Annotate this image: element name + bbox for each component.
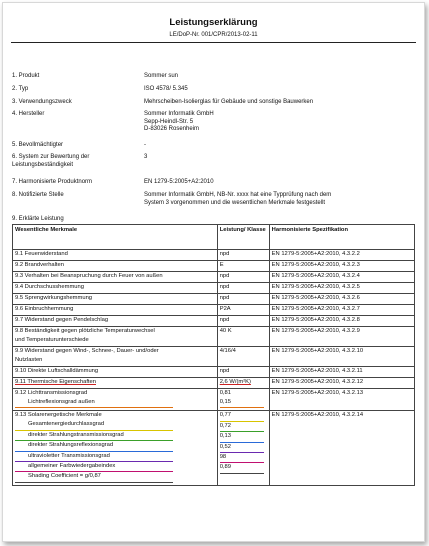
leistung-value: npd: [219, 251, 230, 257]
header-spezifikation: Harmonisierte Spezifikation: [269, 225, 414, 250]
system-label-line: Leistungsbeständigkeit: [12, 161, 74, 168]
table-row: [13, 389, 415, 411]
cell-merkmal: [13, 316, 218, 327]
notifizierte-line: Sommer Informatik GmbH, NB-Nr. xxxx hat eine Typprüfung nach dem: [144, 192, 332, 198]
cell-spezifikation: EN 1279-5:2005+A2:2010, 4.3.2.13: [269, 389, 414, 411]
merkmal-text: 9.3 Verhalten bei Beanspruchung durch Feuer von außen: [15, 273, 163, 279]
cell-merkmal: [13, 294, 218, 305]
cell-spezifikation: EN 1279-5:2005+A2:2010, 4.3.2.6: [269, 294, 414, 305]
sub-leistung: 0,52: [220, 443, 264, 453]
sub-merkmal: direkter Strahlungsreflexionsgrad: [15, 441, 173, 451]
merkmal-line: und Temperaturunterschiede: [15, 336, 89, 343]
merkmal-text: 9.10 Direkte Luftschalldämmung: [15, 368, 99, 374]
cell-leistung: [217, 378, 269, 389]
merkmal-line: 9.8 Beständigkeit gegen plötzliche Temperaturwechsel: [15, 328, 155, 334]
leistung-value: npd: [219, 273, 230, 279]
merkmal-line: Nutzlasten: [15, 356, 43, 363]
leistung-value: E: [219, 262, 224, 268]
table-row: [13, 316, 415, 327]
field-produktnorm-value: EN 1279-5:2005+A2:2010: [144, 179, 214, 185]
cell-leistung: [217, 327, 269, 347]
cell-leistung: [217, 389, 269, 411]
merkmal-text: 9.11 Thermische Eigenschaften: [15, 379, 96, 385]
sub-leistung: 0,72: [220, 422, 264, 432]
field-produktnorm-label: 7. Harmonisierte Produktnorm: [12, 179, 93, 185]
table-header-row: [13, 225, 415, 250]
document-page: [2, 2, 425, 542]
sub-leistung: 0,15: [220, 398, 264, 408]
merkmal-text: 9.2 Brandverhalten: [15, 262, 64, 268]
sub-merkmal: Shading Coefficient = g/0,87: [15, 472, 173, 482]
table-row: [13, 250, 415, 261]
cell-merkmal: [13, 305, 218, 316]
field-produkt-value: Sommer sun: [144, 73, 179, 79]
sub-leistung: 0,89: [220, 463, 264, 473]
table-row: [13, 378, 415, 389]
cell-merkmal: [13, 347, 218, 367]
cell-merkmal: [13, 283, 218, 294]
cell-merkmal: [13, 261, 218, 272]
cell-spezifikation: EN 1279-5:2005+A2:2010, 4.3.2.11: [269, 367, 414, 378]
leistung-value: 2,6 W/(m²K): [219, 379, 251, 385]
field-notifizierte-label: 8. Notifizierte Stelle: [12, 192, 64, 198]
cell-leistung: [217, 283, 269, 294]
sub-leistung: 0,13: [220, 432, 264, 442]
cell-leistung: [217, 367, 269, 378]
cell-leistung: [217, 294, 269, 305]
table-row: [13, 294, 415, 305]
sub-merkmal: allgemeiner Farbwiedergabeindex: [15, 462, 173, 472]
hersteller-line: D-83026 Rosenheim: [144, 126, 200, 132]
header-merkmale: Wesentliche Merkmale: [13, 225, 218, 250]
leistung-value: npd: [219, 284, 230, 290]
sub-merkmal: Gesamtenergiedurchlassgrad: [15, 420, 173, 430]
header-divider: [11, 42, 416, 43]
cell-spezifikation: EN 1279-5:2005+A2:2010, 4.3.2.8: [269, 316, 414, 327]
leistung-value: 0,81: [219, 390, 231, 396]
cell-merkmal: [13, 411, 218, 485]
cell-spezifikation: EN 1279-5:2005+A2:2010, 4.3.2.7: [269, 305, 414, 316]
header-leistung: Leistung/ Klasse: [217, 225, 269, 250]
field-system-value: 3: [144, 154, 148, 160]
field-produkt-label: 1. Produkt: [12, 73, 40, 79]
field-verwendung-value: Mehrscheiben-Isolierglas für Gebäude und sonstige Bauwerken: [144, 99, 314, 105]
cell-spezifikation: EN 1279-5:2005+A2:2010, 4.3.2.3: [269, 261, 414, 272]
table-row: [13, 305, 415, 316]
field-hersteller-label: 4. Hersteller: [12, 111, 45, 117]
cell-merkmal: [13, 389, 218, 411]
leistung-value: P2A: [219, 306, 231, 312]
cell-leistung: [217, 250, 269, 261]
sub-leistung: 98: [220, 453, 264, 463]
cell-leistung: [217, 411, 269, 485]
document-title: Leistungserklärung: [169, 17, 258, 28]
hersteller-line: Sommer Informatik GmbH: [144, 111, 214, 117]
merkmal-text: 9.12 Lichttransmissionsgrad: [15, 390, 88, 396]
table-row: [13, 327, 415, 347]
leistung-value: 4/16/4: [219, 348, 236, 354]
sub-merkmal: ultravioletter Transmissionsgrad: [15, 452, 173, 462]
field-notifizierte-value: [144, 192, 414, 207]
table-row: [13, 272, 415, 283]
table-row: [13, 347, 415, 367]
field-bevollmaechtigter-label: 5. Bevollmächtigter: [12, 142, 64, 148]
section-erklaerte-leistung: 9. Erklärte Leistung: [12, 216, 64, 222]
cell-merkmal: [13, 250, 218, 261]
cell-spezifikation: EN 1279-5:2005+A2:2010, 4.3.2.5: [269, 283, 414, 294]
table-row: [13, 367, 415, 378]
system-label-line: 6. System zur Bewertung der: [12, 154, 90, 160]
merkmal-text: 9.6 Einbruchhemmung: [15, 306, 74, 312]
cell-merkmal: [13, 378, 218, 389]
leistung-value: npd: [219, 295, 230, 301]
cell-merkmal: [13, 327, 218, 347]
cell-spezifikation: EN 1279-5:2005+A2:2010, 4.3.2.9: [269, 327, 414, 347]
cell-spezifikation: EN 1279-5:2005+A2:2010, 4.3.2.14: [269, 411, 414, 485]
field-hersteller-value: [144, 111, 414, 134]
field-bevollmaechtigter-value: -: [144, 142, 146, 148]
merkmal-text: 9.1 Feuerwiderstand: [15, 251, 68, 257]
hersteller-line: Sepp-Heindl-Str. 5: [144, 118, 194, 125]
merkmal-text: 9.13 Solarenergetische Merkmale: [15, 412, 102, 419]
sub-merkmal: Lichtreflexionsgrad außen: [15, 398, 173, 408]
cell-spezifikation: EN 1279-5:2005+A2:2010, 4.3.2.12: [269, 378, 414, 389]
cell-merkmal: [13, 272, 218, 283]
cell-leistung: [217, 272, 269, 283]
cell-spezifikation: EN 1279-5:2005+A2:2010, 4.3.2.10: [269, 347, 414, 367]
field-system-label: [12, 154, 140, 169]
notifizierte-line: System 3 vorgenommen und die wesentlichen Merkmale festgestellt: [144, 199, 326, 206]
cell-leistung: [217, 261, 269, 272]
sub-merkmal: direkter Strahlungstransmissionsgrad: [15, 431, 173, 441]
performance-table: [12, 224, 415, 486]
table-row: [13, 283, 415, 294]
cell-leistung: [217, 316, 269, 327]
merkmal-text: 9.7 Widerstand gegen Pendelschlag: [15, 317, 109, 323]
field-typ-value: ISO 4578/ 5.345: [144, 86, 188, 92]
merkmal-text: 9.5 Sprengwirkungshemmung: [15, 295, 93, 301]
leistung-value: npd: [219, 317, 230, 323]
sub-leistung: 0,77: [220, 411, 264, 421]
cell-leistung: [217, 347, 269, 367]
field-verwendung-label: 3. Verwendungszweck: [12, 99, 72, 105]
leistung-value: npd: [219, 368, 230, 374]
cell-leistung: [217, 305, 269, 316]
table-row: [13, 261, 415, 272]
field-typ-label: 2. Typ: [12, 86, 29, 92]
leistung-value: 40 K: [219, 328, 232, 334]
cell-merkmal: [13, 367, 218, 378]
table-row: [13, 411, 415, 485]
merkmal-text: 9.4 Durchschusshemmung: [15, 284, 84, 290]
cell-spezifikation: EN 1279-5:2005+A2:2010, 4.3.2.4: [269, 272, 414, 283]
document-number: LE/DoP-Nr. 001/CPR/2013-02-11: [169, 32, 258, 38]
cell-spezifikation: EN 1279-5:2005+A2:2010, 4.3.2.2: [269, 250, 414, 261]
merkmal-line: 9.9 Widerstand gegen Wind-, Schnee-, Dauer- und/oder: [15, 348, 159, 354]
